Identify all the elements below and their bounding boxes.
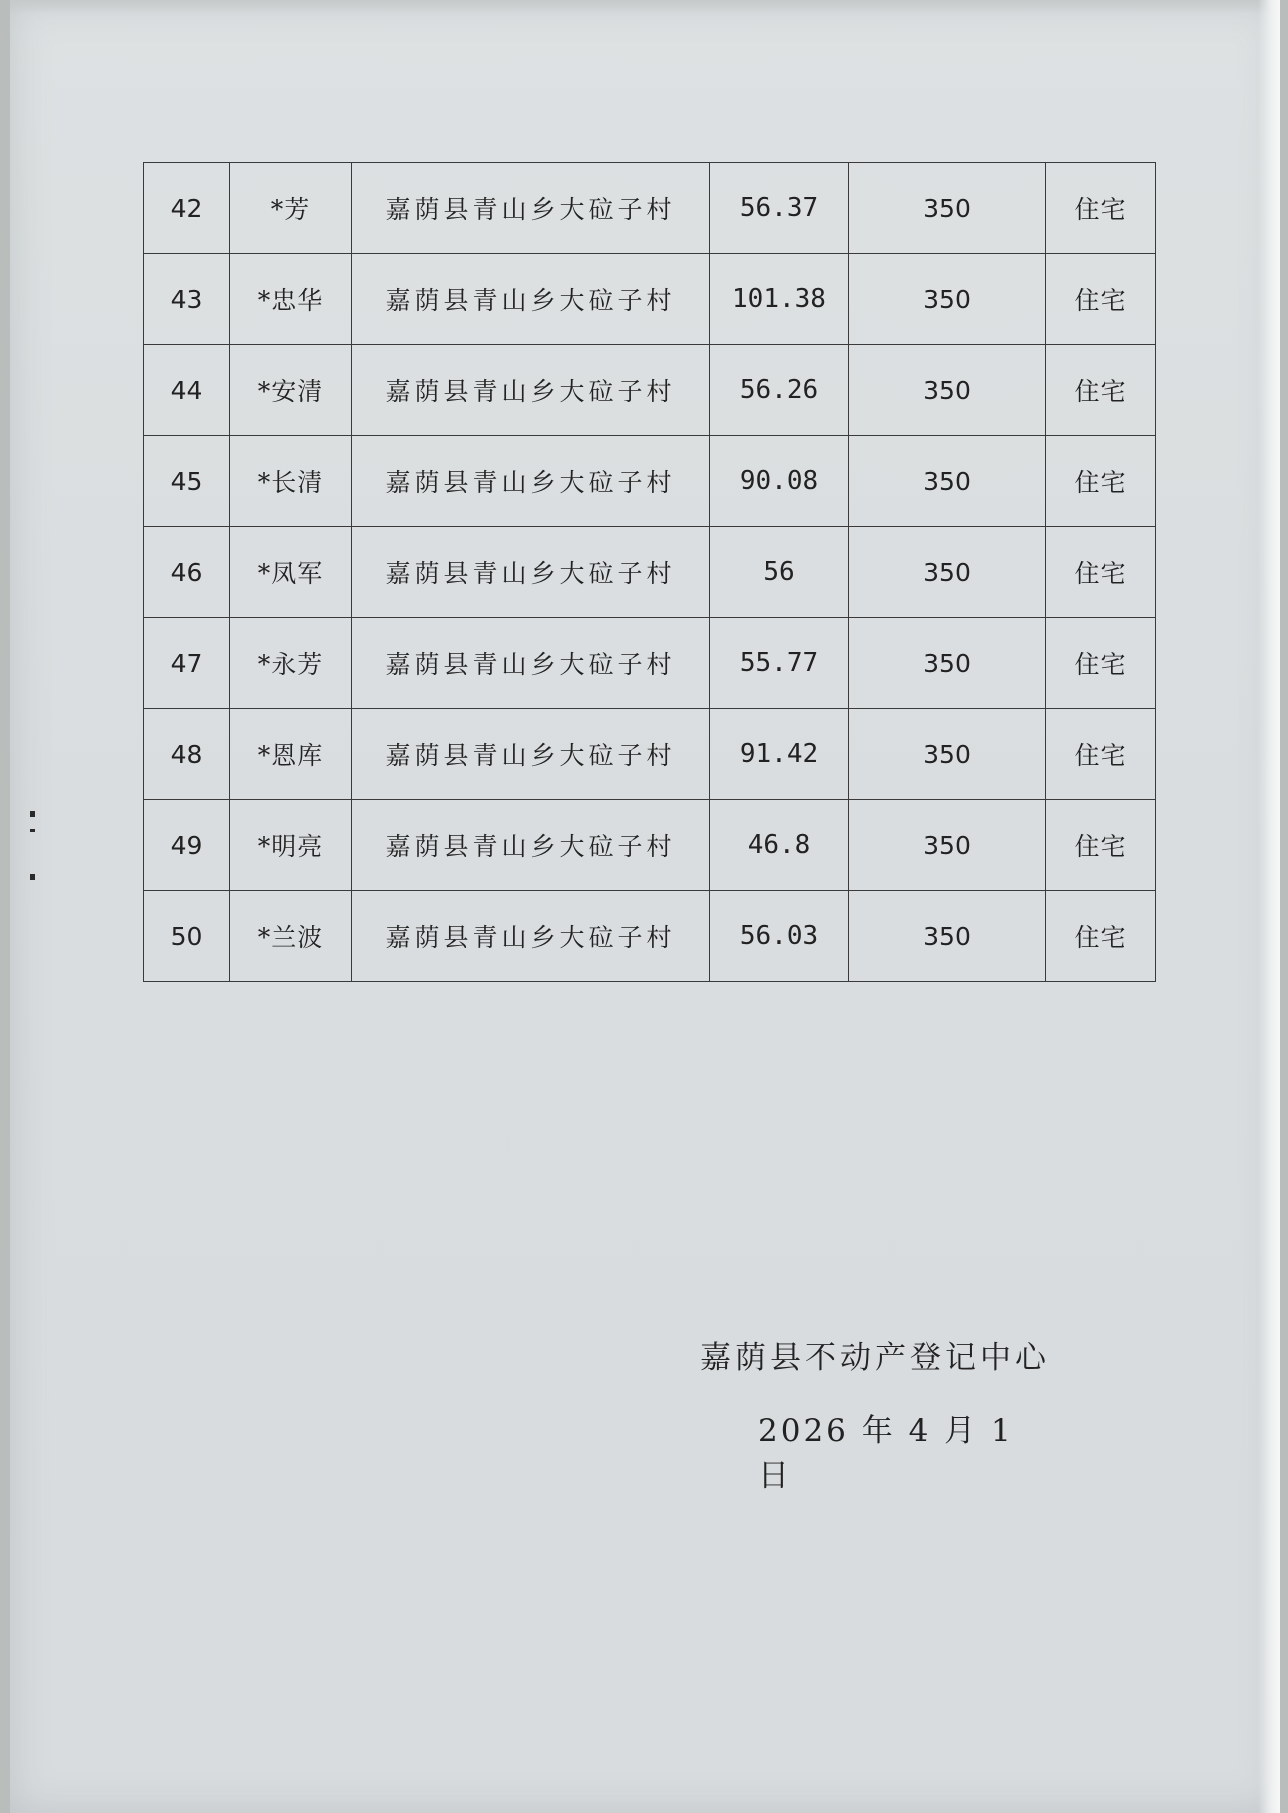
margin-mark (30, 811, 35, 817)
row-number-cell: 44 (144, 345, 230, 436)
usage-cell: 住宅 (1046, 709, 1156, 800)
fee-cell: 350 (849, 709, 1046, 800)
address-cell: 嘉荫县青山乡大砬子村 (352, 527, 710, 618)
usage-cell: 住宅 (1046, 254, 1156, 345)
area-cell: 46.8 (710, 800, 849, 891)
owner-name-cell: *芳 (230, 163, 352, 254)
usage-cell: 住宅 (1046, 891, 1156, 982)
issuing-organization: 嘉荫县不动产登记中心 (700, 1340, 1050, 1376)
table-row (144, 345, 1156, 436)
address-cell: 嘉荫县青山乡大砬子村 (352, 345, 710, 436)
page-top-shadow (10, 0, 1280, 14)
row-number-cell: 47 (144, 618, 230, 709)
address-cell: 嘉荫县青山乡大砬子村 (352, 163, 710, 254)
usage-cell: 住宅 (1046, 618, 1156, 709)
fee-cell: 350 (849, 163, 1046, 254)
table-row (144, 163, 1156, 254)
table-row (144, 254, 1156, 345)
issue-date: 2026 年 4 月 1 日 (758, 1413, 1014, 1494)
usage-cell: 住宅 (1046, 163, 1156, 254)
usage-cell: 住宅 (1046, 800, 1156, 891)
fee-cell: 350 (849, 436, 1046, 527)
owner-name-cell: *恩库 (230, 709, 352, 800)
owner-name-cell: *忠华 (230, 254, 352, 345)
area-cell: 91.42 (710, 709, 849, 800)
row-number-cell: 43 (144, 254, 230, 345)
fee-cell: 350 (849, 891, 1046, 982)
fee-cell: 350 (849, 254, 1046, 345)
fee-cell: 350 (849, 345, 1046, 436)
owner-name-cell: *明亮 (230, 800, 352, 891)
row-number-cell: 48 (144, 709, 230, 800)
table-row (144, 709, 1156, 800)
margin-mark (30, 874, 35, 880)
address-cell: 嘉荫县青山乡大砬子村 (352, 891, 710, 982)
records-table (143, 162, 1156, 982)
table-row (144, 891, 1156, 982)
row-number-cell: 42 (144, 163, 230, 254)
address-cell: 嘉荫县青山乡大砬子村 (352, 709, 710, 800)
owner-name-cell: *兰波 (230, 891, 352, 982)
table-row (144, 618, 1156, 709)
area-cell: 90.08 (710, 436, 849, 527)
address-cell: 嘉荫县青山乡大砬子村 (352, 618, 710, 709)
owner-name-cell: *安清 (230, 345, 352, 436)
area-cell: 56 (710, 527, 849, 618)
area-cell: 55.77 (710, 618, 849, 709)
table-row (144, 800, 1156, 891)
row-number-cell: 50 (144, 891, 230, 982)
address-cell: 嘉荫县青山乡大砬子村 (352, 254, 710, 345)
owner-name-cell: *凤军 (230, 527, 352, 618)
signature-block (700, 1332, 1060, 1495)
address-cell: 嘉荫县青山乡大砬子村 (352, 800, 710, 891)
row-number-cell: 46 (144, 527, 230, 618)
area-cell: 56.26 (710, 345, 849, 436)
row-number-cell: 49 (144, 800, 230, 891)
address-cell: 嘉荫县青山乡大砬子村 (352, 436, 710, 527)
fee-cell: 350 (849, 527, 1046, 618)
table-row (144, 527, 1156, 618)
area-cell: 101.38 (710, 254, 849, 345)
owner-name-cell: *永芳 (230, 618, 352, 709)
usage-cell: 住宅 (1046, 436, 1156, 527)
usage-cell: 住宅 (1046, 527, 1156, 618)
fee-cell: 350 (849, 800, 1046, 891)
area-cell: 56.37 (710, 163, 849, 254)
usage-cell: 住宅 (1046, 345, 1156, 436)
area-cell: 56.03 (710, 891, 849, 982)
owner-name-cell: *长清 (230, 436, 352, 527)
fee-cell: 350 (849, 618, 1046, 709)
table-row (144, 436, 1156, 527)
row-number-cell: 45 (144, 436, 230, 527)
margin-mark (30, 829, 35, 832)
page-right-edge (1258, 0, 1280, 1813)
